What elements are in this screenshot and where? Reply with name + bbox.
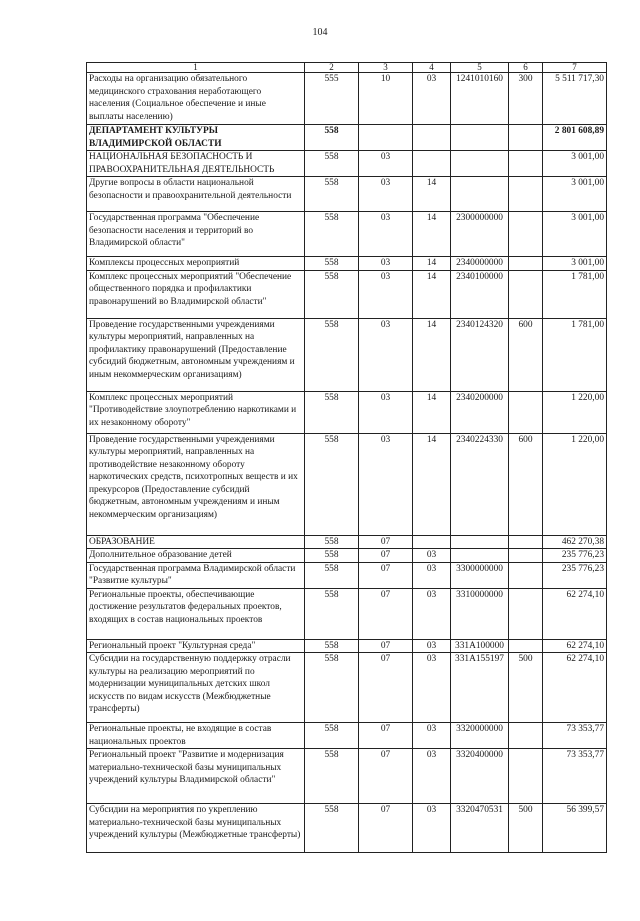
amount: 3 001,00: [543, 151, 607, 177]
section-code: 03: [359, 151, 413, 177]
section-code: 03: [359, 257, 413, 271]
budget-item-name: Региональный проект "Развитие и модернизация материально-технической базы муниципальных учреждений культуры Владимирской области": [87, 749, 305, 804]
subsection-code: [413, 125, 451, 151]
expense-type-code: [509, 639, 543, 653]
target-article-code: 331A155197: [451, 653, 509, 723]
expense-type-code: [509, 749, 543, 804]
amount: 2 801 608,89: [543, 125, 607, 151]
column-header: 6: [509, 63, 543, 73]
target-article-code: [451, 549, 509, 563]
budget-item-name: Комплекс процессных мероприятий "Противодействие злоупотреблению наркотиками и их незаконному обороту": [87, 391, 305, 433]
section-code: 03: [359, 270, 413, 318]
budget-item-name: Региональные проекты, обеспечивающие достижение результатов федеральных проектов, входящих в состав национальных проектов: [87, 588, 305, 639]
ministry-code: 558: [305, 151, 359, 177]
expense-type-code: 500: [509, 804, 543, 853]
section-code: 07: [359, 562, 413, 588]
subsection-code: 14: [413, 433, 451, 535]
table-row: [87, 151, 607, 177]
amount: 5 511 717,30: [543, 73, 607, 125]
column-header: 1: [87, 63, 305, 73]
amount: 62 274,10: [543, 653, 607, 723]
column-header: 2: [305, 63, 359, 73]
section-code: 03: [359, 212, 413, 257]
subsection-code: 03: [413, 549, 451, 563]
target-article-code: [451, 535, 509, 549]
ministry-code: 558: [305, 653, 359, 723]
expense-type-code: 500: [509, 653, 543, 723]
subsection-code: [413, 151, 451, 177]
table-row: [87, 804, 607, 853]
subsection-code: 03: [413, 73, 451, 125]
table-row: [87, 749, 607, 804]
table-row: [87, 318, 607, 391]
budget-item-name: ОБРАЗОВАНИЕ: [87, 535, 305, 549]
target-article-code: 2300000000: [451, 212, 509, 257]
target-article-code: 3320000000: [451, 723, 509, 749]
expense-type-code: 600: [509, 318, 543, 391]
ministry-code: 558: [305, 804, 359, 853]
amount: 73 353,77: [543, 723, 607, 749]
table-row: [87, 125, 607, 151]
table-row: [87, 433, 607, 535]
target-article-code: 3300000000: [451, 562, 509, 588]
target-article-code: 3320400000: [451, 749, 509, 804]
expense-type-code: [509, 177, 543, 212]
table-row: [87, 391, 607, 433]
target-article-code: 1241010160: [451, 73, 509, 125]
amount: 1 781,00: [543, 318, 607, 391]
target-article-code: 2340124320: [451, 318, 509, 391]
ministry-code: 558: [305, 588, 359, 639]
amount: 1 220,00: [543, 391, 607, 433]
target-article-code: 2340100000: [451, 270, 509, 318]
subsection-code: 14: [413, 270, 451, 318]
column-header: 5: [451, 63, 509, 73]
section-code: [359, 125, 413, 151]
table-row: [87, 723, 607, 749]
ministry-code: 558: [305, 723, 359, 749]
table-row: [87, 588, 607, 639]
subsection-code: 03: [413, 749, 451, 804]
page-number: 104: [312, 27, 328, 38]
ministry-code: 558: [305, 639, 359, 653]
target-article-code: [451, 151, 509, 177]
expense-type-code: [509, 391, 543, 433]
table-row: [87, 73, 607, 125]
column-header: 7: [543, 63, 607, 73]
expense-type-code: [509, 588, 543, 639]
amount: 3 001,00: [543, 212, 607, 257]
section-code: 07: [359, 535, 413, 549]
table-row: [87, 535, 607, 549]
expense-type-code: [509, 535, 543, 549]
ministry-code: 558: [305, 433, 359, 535]
ministry-code: 558: [305, 270, 359, 318]
section-code: 03: [359, 433, 413, 535]
subsection-code: 14: [413, 257, 451, 271]
expense-type-code: [509, 270, 543, 318]
subsection-code: [413, 535, 451, 549]
budget-item-name: Региональный проект "Культурная среда": [87, 639, 305, 653]
expense-type-code: 300: [509, 73, 543, 125]
amount: 1 220,00: [543, 433, 607, 535]
amount: 1 781,00: [543, 270, 607, 318]
section-code: 07: [359, 549, 413, 563]
table-row: [87, 257, 607, 271]
table-row: [87, 639, 607, 653]
amount: 56 399,57: [543, 804, 607, 853]
budget-item-name: Проведение государственными учреждениями культуры мероприятий, направленных на противодействие незаконному обороту наркотических средств, психотропных веществ и их прекурсоров (Предоставление субсидий бюджетным, автономным учреждениям и иным некоммерческим организациям): [87, 433, 305, 535]
subsection-code: 03: [413, 562, 451, 588]
table-row: [87, 212, 607, 257]
target-article-code: 2340200000: [451, 391, 509, 433]
section-code: 07: [359, 653, 413, 723]
table-row: [87, 549, 607, 563]
budget-item-name: Дополнительное образование детей: [87, 549, 305, 563]
budget-item-name: Субсидии на государственную поддержку отрасли культуры на реализацию мероприятий по модернизации муниципальных детских школ искусств по видам искусств (Межбюджетные трансферты): [87, 653, 305, 723]
ministry-code: 558: [305, 257, 359, 271]
column-header: 4: [413, 63, 451, 73]
amount: 62 274,10: [543, 588, 607, 639]
ministry-code: 558: [305, 562, 359, 588]
table-row: [87, 653, 607, 723]
expense-type-code: [509, 257, 543, 271]
ministry-code: 558: [305, 125, 359, 151]
target-article-code: [451, 177, 509, 212]
amount: 62 274,10: [543, 639, 607, 653]
amount: 235 776,23: [543, 562, 607, 588]
ministry-code: 558: [305, 535, 359, 549]
expense-type-code: [509, 212, 543, 257]
expense-type-code: [509, 151, 543, 177]
ministry-code: 558: [305, 749, 359, 804]
budget-item-name: Другие вопросы в области национальной безопасности и правоохранительной деятельности: [87, 177, 305, 212]
table-row: [87, 177, 607, 212]
subsection-code: 03: [413, 653, 451, 723]
subsection-code: 03: [413, 639, 451, 653]
section-code: 07: [359, 588, 413, 639]
target-article-code: 2340000000: [451, 257, 509, 271]
section-code: 07: [359, 804, 413, 853]
budget-item-name: Расходы на организацию обязательного медицинского страхования неработающего населения (Социальное обеспечение и иные выплаты населению): [87, 73, 305, 125]
amount: 73 353,77: [543, 749, 607, 804]
budget-item-name: Государственная программа Владимирской области "Развитие культуры": [87, 562, 305, 588]
subsection-code: 14: [413, 212, 451, 257]
section-code: 07: [359, 639, 413, 653]
target-article-code: 331A100000: [451, 639, 509, 653]
budget-item-name: Субсидии на мероприятия по укреплению материально-технической базы муниципальных учреждений культуры (Межбюджетные трансферты): [87, 804, 305, 853]
budget-item-name: Региональные проекты, не входящие в состав национальных проектов: [87, 723, 305, 749]
expense-type-code: [509, 562, 543, 588]
section-code: 03: [359, 318, 413, 391]
budget-item-name: Государственная программа "Обеспечение безопасности населения и территорий во Владимирской области": [87, 212, 305, 257]
table-row: [87, 562, 607, 588]
subsection-code: 14: [413, 177, 451, 212]
section-code: 03: [359, 177, 413, 212]
ministry-code: 558: [305, 212, 359, 257]
ministry-code: 558: [305, 549, 359, 563]
budget-item-name: Комплекс процессных мероприятий "Обеспечение общественного порядка и профилактики правонарушений во Владимирской области": [87, 270, 305, 318]
table-header-row: [87, 63, 607, 73]
expense-type-code: [509, 723, 543, 749]
column-header: 3: [359, 63, 413, 73]
amount: 3 001,00: [543, 257, 607, 271]
subsection-code: 03: [413, 804, 451, 853]
amount: 462 270,38: [543, 535, 607, 549]
subsection-code: 14: [413, 318, 451, 391]
budget-table: [86, 62, 607, 853]
section-code: 03: [359, 391, 413, 433]
section-code: 07: [359, 723, 413, 749]
section-code: 07: [359, 749, 413, 804]
budget-item-name: НАЦИОНАЛЬНАЯ БЕЗОПАСНОСТЬ И ПРАВООХРАНИТЕЛЬНАЯ ДЕЯТЕЛЬНОСТЬ: [87, 151, 305, 177]
amount: 235 776,23: [543, 549, 607, 563]
target-article-code: 3310000000: [451, 588, 509, 639]
expense-type-code: [509, 125, 543, 151]
amount: 3 001,00: [543, 177, 607, 212]
ministry-code: 555: [305, 73, 359, 125]
target-article-code: [451, 125, 509, 151]
ministry-code: 558: [305, 391, 359, 433]
ministry-code: 558: [305, 318, 359, 391]
subsection-code: 03: [413, 723, 451, 749]
expense-type-code: 600: [509, 433, 543, 535]
table-row: [87, 270, 607, 318]
section-code: 10: [359, 73, 413, 125]
target-article-code: 2340224330: [451, 433, 509, 535]
budget-item-name: Комплексы процессных мероприятий: [87, 257, 305, 271]
target-article-code: 3320470531: [451, 804, 509, 853]
expense-type-code: [509, 549, 543, 563]
ministry-code: 558: [305, 177, 359, 212]
budget-item-name: ДЕПАРТАМЕНТ КУЛЬТУРЫ ВЛАДИМИРСКОЙ ОБЛАСТИ: [87, 125, 305, 151]
budget-item-name: Проведение государственными учреждениями культуры мероприятий, направленных на профилактику правонарушений (Предоставление субсидий бюджетным, автономным учреждениям и иным некоммерческим организациям): [87, 318, 305, 391]
subsection-code: 03: [413, 588, 451, 639]
subsection-code: 14: [413, 391, 451, 433]
